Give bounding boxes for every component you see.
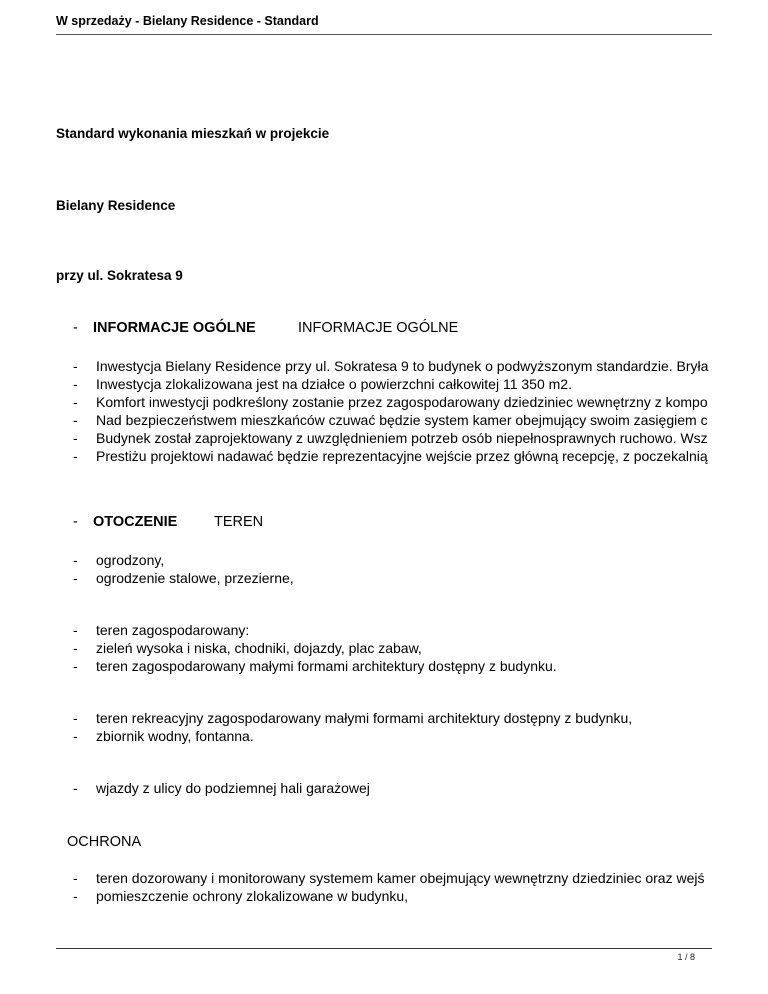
list-dash: - bbox=[73, 394, 78, 410]
list-item bbox=[73, 870, 768, 888]
list-item-text: Inwestycja Bielany Residence przy ul. Sokratesa 9 to budynek o podwyższonym standardzie. Bryła bbox=[96, 358, 709, 374]
list-item-text: teren dozorowany i monitorowany systemem kamer obejmujący wewnętrzny dziedziniec oraz wejś bbox=[96, 870, 705, 886]
header-divider bbox=[56, 34, 712, 35]
list-dash: - bbox=[73, 448, 78, 464]
list-item-text: ogrodzenie stalowe, przezierne, bbox=[96, 570, 294, 586]
list-item bbox=[73, 658, 768, 676]
list-item bbox=[73, 888, 768, 906]
section-security-heading: OCHRONA bbox=[67, 834, 142, 850]
list-item-text: ogrodzony, bbox=[96, 552, 165, 568]
list-item-text: Inwestycja zlokalizowana jest na działce o powierzchni całkowitej 11 350 m2. bbox=[96, 376, 572, 392]
footer-divider bbox=[56, 948, 712, 949]
list-dash: - bbox=[73, 728, 78, 744]
list-item-text: Nad bezpieczeństwem mieszkańców czuwać będzie system kamer obejmujący swoim zasięgiem c bbox=[96, 412, 708, 428]
section-surroundings-heading bbox=[73, 514, 333, 532]
list-item bbox=[73, 780, 768, 798]
page-header-title: W sprzedaży - Bielany Residence - Standard bbox=[56, 14, 319, 28]
section-general-heading bbox=[73, 320, 493, 338]
list-item bbox=[73, 622, 768, 640]
list-item bbox=[73, 728, 768, 746]
list-item bbox=[73, 376, 768, 394]
list-dash: - bbox=[73, 570, 78, 586]
list-item bbox=[73, 710, 768, 728]
list-item-text: teren zagospodarowany: bbox=[96, 622, 250, 638]
section-general-bold-label: INFORMACJE OGÓLNE bbox=[93, 320, 256, 336]
list-dash: - bbox=[73, 376, 78, 392]
list-item bbox=[73, 552, 768, 570]
list-item-text: Prestiżu projektowi nadawać będzie reprezentacyjne wejście przez główną recepcję, z poczekalnią bbox=[96, 448, 708, 464]
list-dash: - bbox=[73, 412, 78, 428]
section-general-label: INFORMACJE OGÓLNE bbox=[298, 320, 459, 336]
list-item bbox=[73, 448, 768, 466]
section-dash: - bbox=[73, 320, 78, 336]
list-item-text: pomieszczenie ochrony zlokalizowane w budynku, bbox=[96, 888, 409, 904]
intro-heading-standard: Standard wykonania mieszkań w projekcie bbox=[56, 126, 330, 141]
list-dash: - bbox=[73, 888, 78, 904]
list-item-text: wjazdy z ulicy do podziemnej hali garażowej bbox=[96, 780, 370, 796]
list-dash: - bbox=[73, 640, 78, 656]
list-dash: - bbox=[73, 358, 78, 374]
list-dash: - bbox=[73, 430, 78, 446]
list-item bbox=[73, 412, 768, 430]
list-item bbox=[73, 570, 768, 588]
list-dash: - bbox=[73, 710, 78, 726]
list-item-text: teren rekreacyjny zagospodarowany małymi formami architektury dostępny z budynku, bbox=[96, 710, 633, 726]
section-dash: - bbox=[73, 514, 78, 530]
list-dash: - bbox=[73, 622, 78, 638]
section-surroundings-label: TEREN bbox=[214, 514, 264, 530]
list-item bbox=[73, 394, 768, 412]
intro-heading-address: przy ul. Sokratesa 9 bbox=[56, 268, 183, 283]
list-item-text: Budynek został zaprojektowany z uwzględnieniem potrzeb osób niepełnosprawnych ruchowo. Wsz bbox=[96, 430, 708, 446]
intro-heading-project: Bielany Residence bbox=[56, 198, 176, 213]
list-item-text: Komfort inwestycji podkreślony zostanie przez zagospodarowany dziedziniec wewnętrzny z kompo bbox=[96, 394, 708, 410]
list-item bbox=[73, 640, 768, 658]
list-dash: - bbox=[73, 552, 78, 568]
list-dash: - bbox=[73, 658, 78, 674]
page-number: 1 / 8 bbox=[677, 952, 695, 962]
list-item-text: teren zagospodarowany małymi formami architektury dostępny z budynku. bbox=[96, 658, 557, 674]
list-item-text: zbiornik wodny, fontanna. bbox=[96, 728, 254, 744]
list-item bbox=[73, 358, 768, 376]
list-item-text: zieleń wysoka i niska, chodniki, dojazdy, plac zabaw, bbox=[96, 640, 422, 656]
list-dash: - bbox=[73, 870, 78, 886]
section-surroundings-bold-label: OTOCZENIE bbox=[93, 514, 178, 530]
list-dash: - bbox=[73, 780, 78, 796]
list-item bbox=[73, 430, 768, 448]
